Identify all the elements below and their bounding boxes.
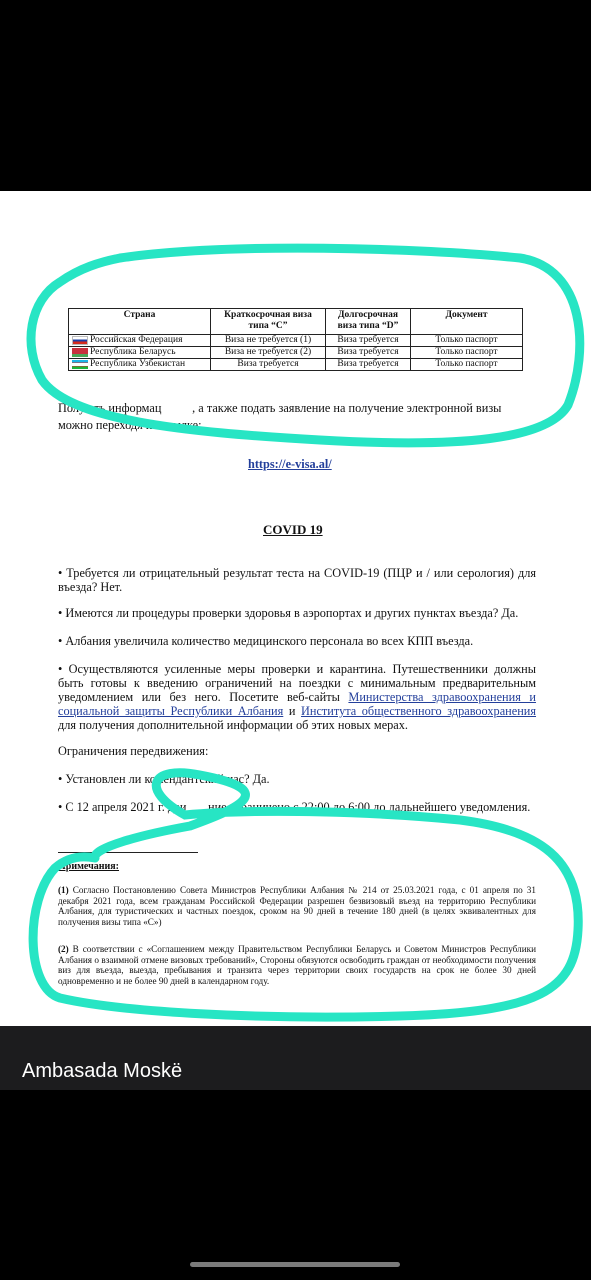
curfew-detail: • С 12 апреля 2021 г. дви ние ограничено с 22:00 до 6:00 до дальнейшего уведомления. (58, 800, 531, 814)
info-line-1: Полу ть информац , а также подать заявление на получение электронной визы (58, 401, 502, 415)
info-line-2: можно переходя по ссылке: (58, 418, 202, 432)
covid-paragraph-health-checks: • Имеются ли процедуры проверки здоровья в аэропортах и других пунктах въезда? Да. (58, 606, 519, 620)
ministry-health-link[interactable]: Министерства здравоохранения и социальной защиты Республики Албания (58, 690, 537, 718)
note-2-text: В соответствии с «Соглашением между Правительством Республики Беларусь и Советом Министров Республики Албания о взаимной отмене визовых требований», Стороны обязуются освободить граждан от необходимости получения виз для въезда, выезда, пребывания и транзита через территории своих государств на срок не более 30 дней одновременно и не более 90 дней в календарном году. (58, 944, 537, 986)
quarantine-end-text: для получения дополнительной информации об этих новых мерах. (58, 718, 408, 732)
document-page (0, 191, 591, 1026)
uzbekistan-flag-icon (72, 360, 88, 369)
notes-title: Примечания: (58, 861, 120, 872)
visa-table (68, 308, 523, 371)
russia-flag-icon (72, 336, 88, 345)
document-cell: Только паспорт (411, 335, 523, 347)
header-document: Документ (411, 309, 523, 335)
document-cell: Только паспорт (411, 359, 523, 371)
curfew-question: • Установлен ли комендантский час? Да. (58, 772, 270, 786)
evisa-link[interactable]: https://e-visa.al/ (248, 457, 332, 471)
header-short-visa: Краткосрочная виза типа “C” (211, 309, 326, 335)
conjunction-text: и (288, 704, 296, 718)
notes-divider (58, 852, 198, 853)
image-caption: Ambasada Moskë (22, 1060, 183, 1082)
table-row (69, 335, 523, 347)
note-1-text: Согласно Постановлению Совета Министров Республики Албания № 214 от 25.03.2021 года, с 01 апреля по 31 декабря 2021 года, всем гражданам Российской Федерации разрешен безвизовый въезд на территорию Республики Албания, для туристических и частных поездок, сроком на 90 дней в течение 180 дней (в целях эквивалентных для получения визы типа «С») (58, 885, 536, 927)
table-row (69, 347, 523, 359)
long-visa-cell: Виза требуется (326, 347, 411, 359)
short-visa-cell: Виза не требуется (1) (211, 335, 326, 347)
belarus-flag-icon (72, 348, 88, 357)
country-cell (69, 335, 211, 347)
note-2 (58, 944, 536, 986)
restrictions-heading: Ограничения передвижения: (58, 744, 209, 758)
note-2-number: (2) (58, 944, 69, 954)
note-1 (58, 885, 536, 927)
document-cell: Только паспорт (411, 347, 523, 359)
covid-paragraph-test: • Требуется ли отрицательный результат теста на COVID-19 (ПЦР и / или серология) для въезда? Нет. (58, 566, 536, 594)
covid-paragraph-medical-staff: • Албания увеличила количество медицинского персонала во всех КПП въезда. (58, 634, 474, 648)
short-visa-cell: Виза не требуется (2) (211, 347, 326, 359)
covid-paragraph-quarantine (58, 662, 536, 732)
country-name: Республика Беларусь (90, 347, 176, 357)
long-visa-cell: Виза требуется (326, 335, 411, 347)
table-row (69, 359, 523, 371)
public-health-institute-link[interactable]: Института общественного здравоохранения (301, 704, 537, 718)
country-name: Республика Узбекистан (90, 359, 186, 369)
short-visa-cell: Виза требуется (211, 359, 326, 371)
header-country: Страна (69, 309, 211, 335)
long-visa-cell: Виза требуется (326, 359, 411, 371)
country-cell (69, 347, 211, 359)
quarantine-text: • Осуществляются усиленные меры проверки и карантина. Путешественники должны быть готовы к введению ограничений на поездки с минимальным предварительным уведомлением или без него. Посетите веб-сайты (58, 662, 536, 704)
country-name: Российская Федерация (90, 335, 183, 345)
note-1-number: (1) (58, 885, 69, 895)
header-long-visa: Долгосрочная виза типа “D” (326, 309, 411, 335)
home-indicator[interactable] (190, 1262, 400, 1267)
table-header-row (69, 309, 523, 335)
country-cell (69, 359, 211, 371)
covid-title: COVID 19 (263, 522, 323, 537)
